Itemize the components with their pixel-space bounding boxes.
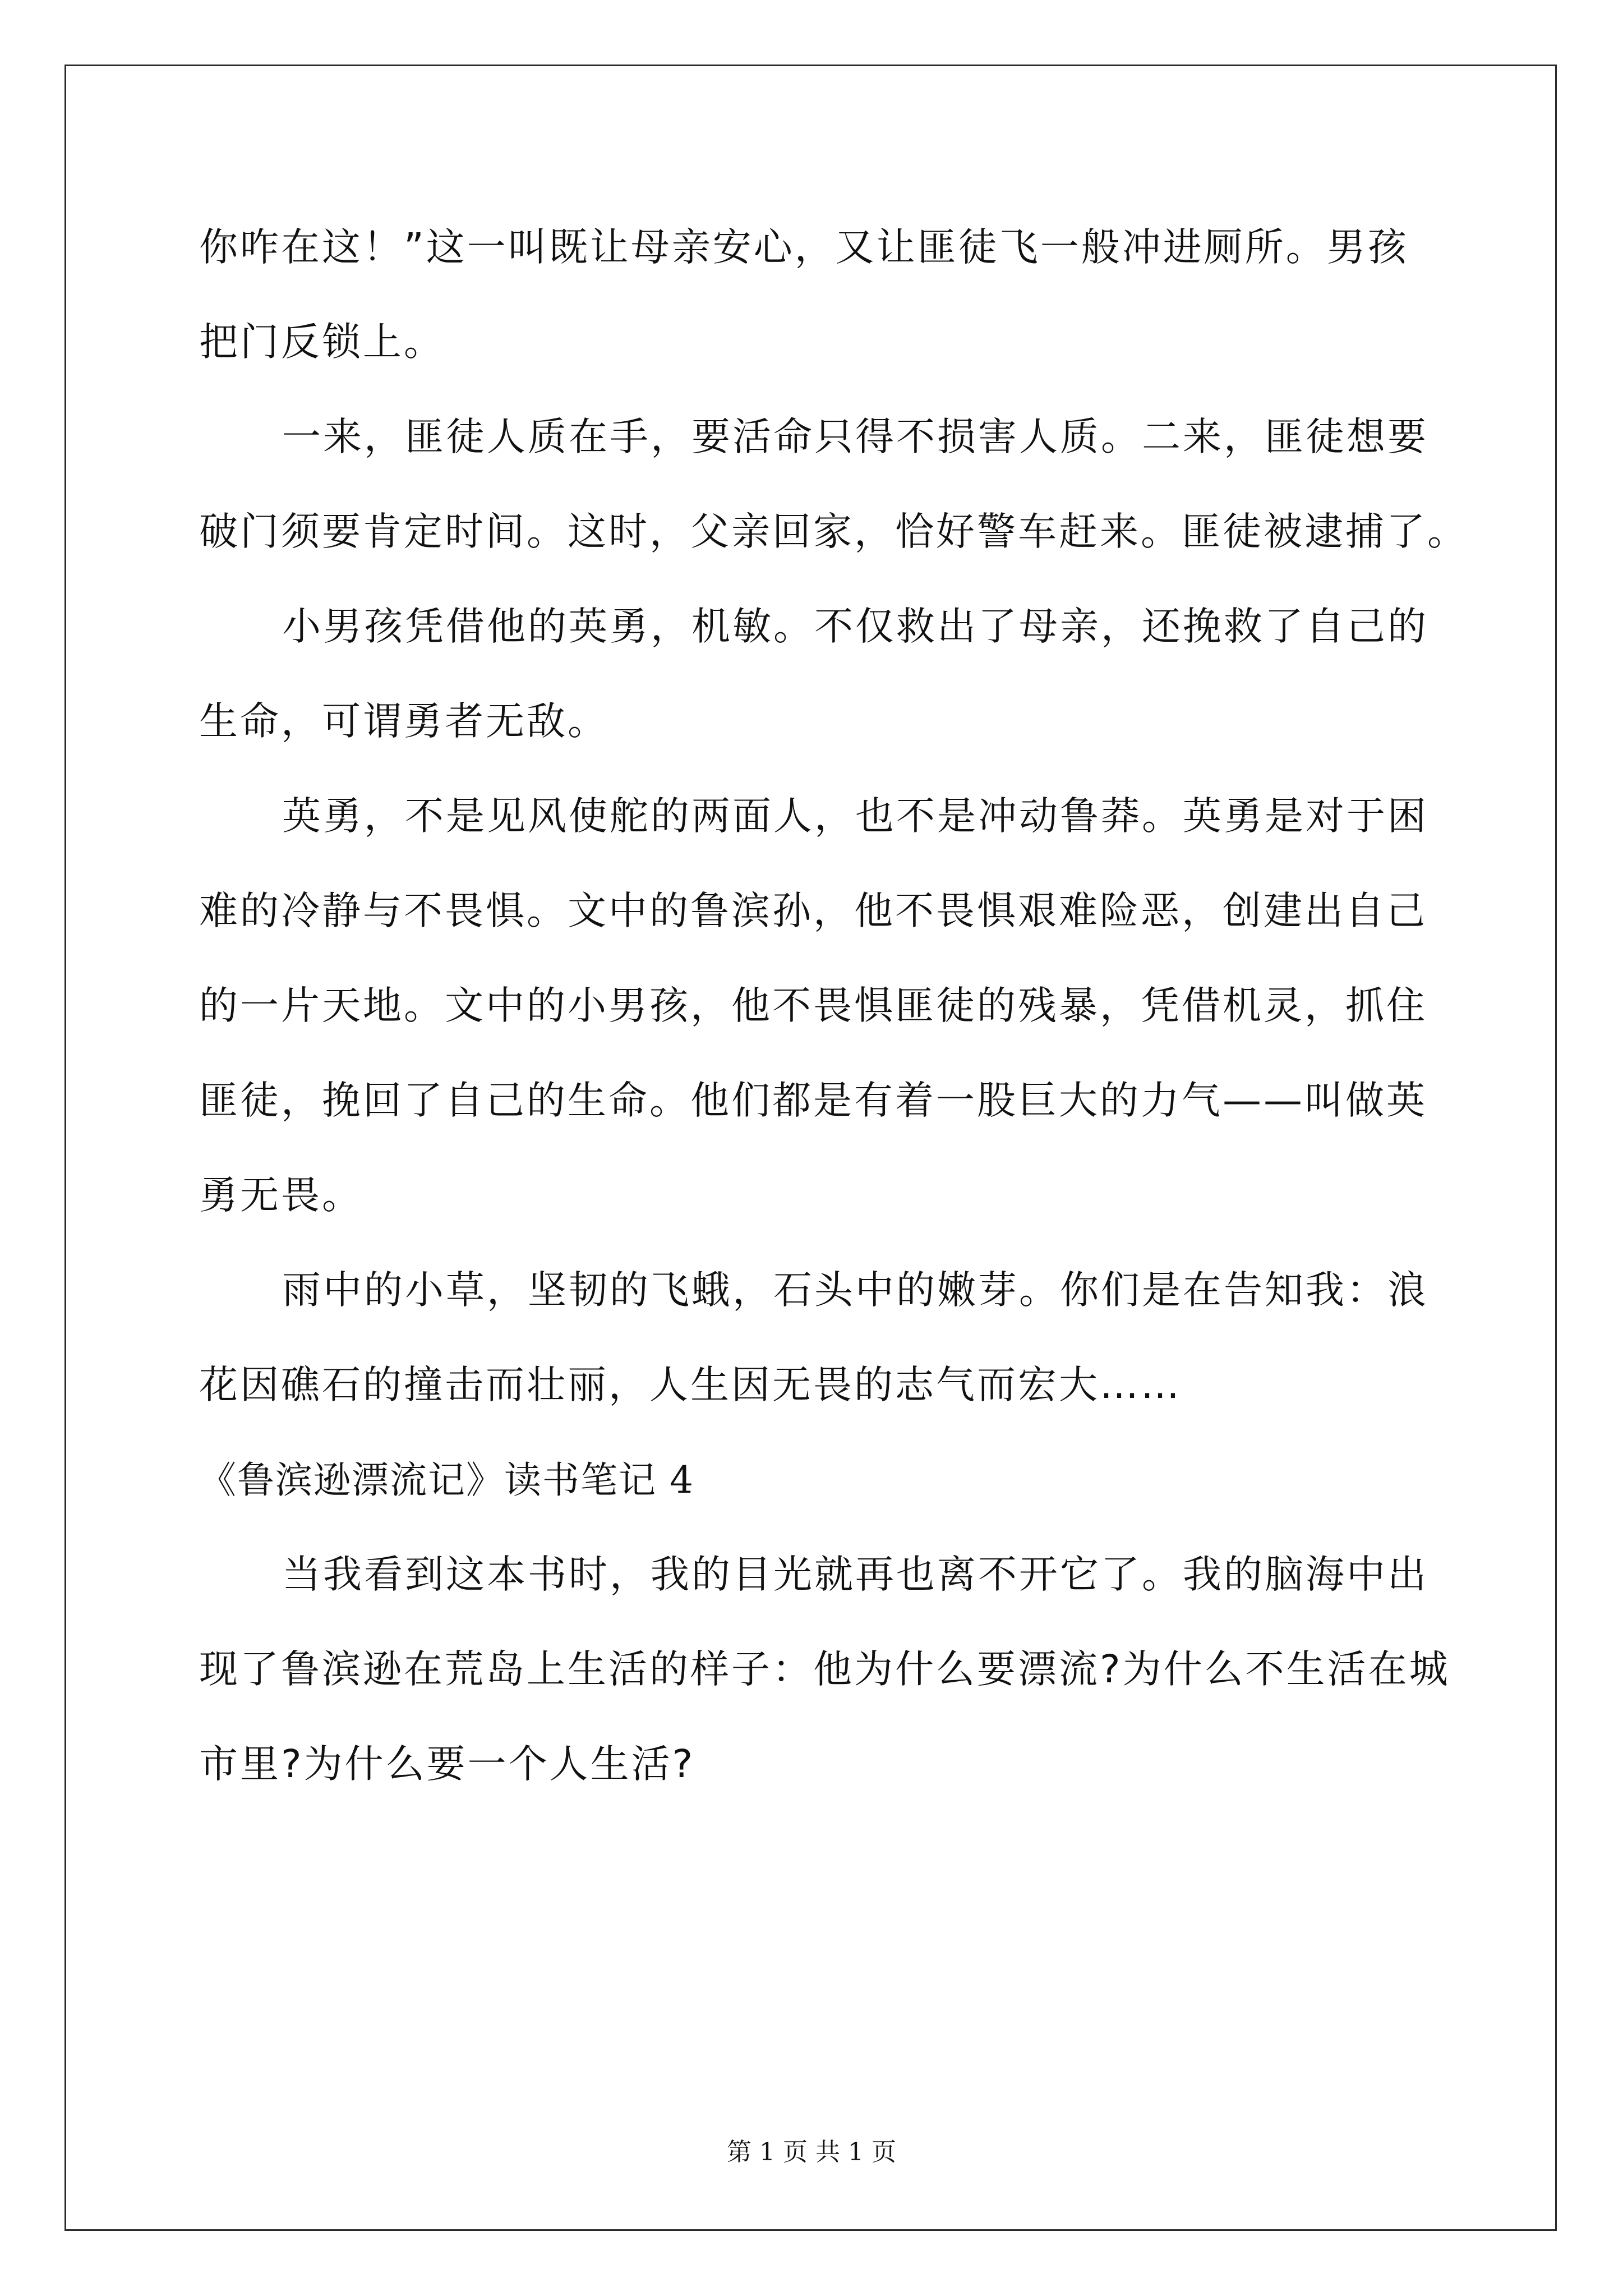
text-line: 破门须要肯定时间。这时，父亲回家，恰好警车赶来。匪徒被逮捕了。 — [199, 509, 1468, 554]
text-line: 现了鲁滨逊在荒岛上生活的样子：他为什么要漂流?为什么不生活在城 — [199, 1647, 1450, 1692]
section-heading: 《鲁滨逊漂流记》读书笔记 4 — [199, 1458, 694, 1502]
document-body — [199, 200, 1468, 1812]
text-line: 雨中的小草，坚韧的飞蛾，石头中的嫩芽。你们是在告知我：浪 — [282, 1268, 1428, 1313]
text-line: 勇无畏。 — [199, 1173, 363, 1218]
text-line: 你咋在这！”这一叫既让母亲安心，又让匪徒飞一般冲进厕所。男孩 — [199, 225, 1409, 270]
page-number-footer: 第 1 页 共 1 页 — [727, 2138, 896, 2166]
text-line: 难的冷静与不畏惧。文中的鲁滨孙，他不畏惧艰难险恶，创建出自己 — [199, 889, 1427, 933]
text-line: 花因礁石的撞击而壮丽，人生因无畏的志气而宏大…… — [199, 1363, 1182, 1407]
text-line: 的一片天地。文中的小男孩，他不畏惧匪徒的残暴，凭借机灵，抓住 — [199, 983, 1427, 1028]
text-line: 把门反锁上。 — [199, 320, 445, 365]
text-line: 生命，可谓勇者无敌。 — [199, 699, 608, 744]
text-line: 当我看到这本书时，我的目光就再也离不开它了。我的脑海中出 — [282, 1552, 1428, 1597]
text-line: 市里?为什么要一个人生活? — [199, 1742, 695, 1787]
text-line: 小男孩凭借他的英勇，机敏。不仅救出了母亲，还挽救了自己的 — [282, 604, 1428, 649]
text-line: 匪徒，挽回了自己的生命。他们都是有着一股巨大的力气——叫做英 — [199, 1078, 1427, 1123]
text-line: 英勇，不是见风使舵的两面人，也不是冲动鲁莽。英勇是对于困 — [282, 794, 1428, 839]
text-line: 一来，匪徒人质在手，要活命只得不损害人质。二来，匪徒想要 — [282, 415, 1428, 459]
